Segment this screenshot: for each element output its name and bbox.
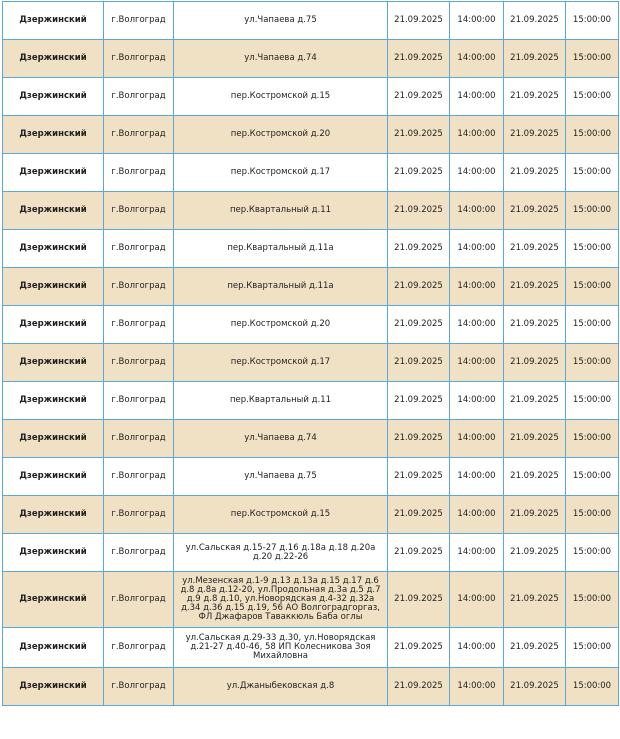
end-time-cell: 15:00:00: [566, 154, 619, 192]
end-time-cell: 15:00:00: [566, 306, 619, 344]
address-cell: ул.Мезенская д.1-9 д.13 д.13а д.15 д.17 д.6 д.8 д.8а д.12-20, ул.Продольная д.3а д.5 д.7 д.9 д.8 д.10, ул.Новорядская д.4-32 д.32а д.34 д.36 д.15 д.19, 56 АО Волгоградгоргаз, ФЛ Джафаров Таваккюль Баба оглы: [174, 572, 388, 628]
start-time-cell: 14:00:00: [450, 192, 504, 230]
start-time-cell: 14:00:00: [450, 572, 504, 628]
end-date-cell: 21.09.2025: [504, 496, 566, 534]
table-row: [3, 192, 619, 230]
table-row: [3, 420, 619, 458]
end-time-cell: 15:00:00: [566, 116, 619, 154]
district-cell: Дзержинский: [3, 192, 104, 230]
end-time-cell: 15:00:00: [566, 496, 619, 534]
end-time-cell: 15:00:00: [566, 268, 619, 306]
end-date-cell: 21.09.2025: [504, 306, 566, 344]
table-row: [3, 40, 619, 78]
end-time-cell: 15:00:00: [566, 192, 619, 230]
start-date-cell: 21.09.2025: [388, 230, 450, 268]
city-cell: г.Волгоград: [104, 192, 174, 230]
table-row: [3, 496, 619, 534]
start-time-cell: 14:00:00: [450, 78, 504, 116]
start-date-cell: 21.09.2025: [388, 628, 450, 668]
city-cell: г.Волгоград: [104, 116, 174, 154]
city-cell: г.Волгоград: [104, 40, 174, 78]
district-cell: Дзержинский: [3, 154, 104, 192]
start-date-cell: 21.09.2025: [388, 496, 450, 534]
end-date-cell: 21.09.2025: [504, 628, 566, 668]
start-date-cell: 21.09.2025: [388, 2, 450, 40]
end-time-cell: 15:00:00: [566, 2, 619, 40]
district-cell: Дзержинский: [3, 382, 104, 420]
end-time-cell: 15:00:00: [566, 382, 619, 420]
start-time-cell: 14:00:00: [450, 458, 504, 496]
outage-schedule-body: [3, 2, 619, 706]
table-row: [3, 78, 619, 116]
end-date-cell: 21.09.2025: [504, 40, 566, 78]
start-time-cell: 14:00:00: [450, 116, 504, 154]
city-cell: г.Волгоград: [104, 382, 174, 420]
city-cell: г.Волгоград: [104, 668, 174, 706]
address-cell: ул.Чапаева д.74: [174, 40, 388, 78]
city-cell: г.Волгоград: [104, 2, 174, 40]
table-row: [3, 154, 619, 192]
end-date-cell: 21.09.2025: [504, 154, 566, 192]
district-cell: Дзержинский: [3, 40, 104, 78]
start-time-cell: 14:00:00: [450, 420, 504, 458]
district-cell: Дзержинский: [3, 458, 104, 496]
address-cell: пер.Костромской д.20: [174, 306, 388, 344]
start-date-cell: 21.09.2025: [388, 572, 450, 628]
address-cell: ул.Чапаева д.74: [174, 420, 388, 458]
end-date-cell: 21.09.2025: [504, 192, 566, 230]
address-cell: пер.Костромской д.17: [174, 154, 388, 192]
end-date-cell: 21.09.2025: [504, 78, 566, 116]
table-row: [3, 572, 619, 628]
start-date-cell: 21.09.2025: [388, 306, 450, 344]
start-time-cell: 14:00:00: [450, 230, 504, 268]
end-date-cell: 21.09.2025: [504, 268, 566, 306]
end-time-cell: 15:00:00: [566, 40, 619, 78]
address-cell: пер.Квартальный д.11: [174, 192, 388, 230]
city-cell: г.Волгоград: [104, 420, 174, 458]
start-time-cell: 14:00:00: [450, 344, 504, 382]
start-date-cell: 21.09.2025: [388, 116, 450, 154]
district-cell: Дзержинский: [3, 496, 104, 534]
table-row: [3, 230, 619, 268]
city-cell: г.Волгоград: [104, 154, 174, 192]
end-date-cell: 21.09.2025: [504, 230, 566, 268]
end-date-cell: 21.09.2025: [504, 2, 566, 40]
city-cell: г.Волгоград: [104, 230, 174, 268]
city-cell: г.Волгоград: [104, 306, 174, 344]
start-time-cell: 14:00:00: [450, 2, 504, 40]
district-cell: Дзержинский: [3, 2, 104, 40]
district-cell: Дзержинский: [3, 668, 104, 706]
start-time-cell: 14:00:00: [450, 668, 504, 706]
end-time-cell: 15:00:00: [566, 78, 619, 116]
start-time-cell: 14:00:00: [450, 154, 504, 192]
district-cell: Дзержинский: [3, 534, 104, 572]
district-cell: Дзержинский: [3, 306, 104, 344]
district-cell: Дзержинский: [3, 420, 104, 458]
district-cell: Дзержинский: [3, 268, 104, 306]
end-date-cell: 21.09.2025: [504, 668, 566, 706]
start-date-cell: 21.09.2025: [388, 420, 450, 458]
district-cell: Дзержинский: [3, 344, 104, 382]
table-row: [3, 382, 619, 420]
end-time-cell: 15:00:00: [566, 534, 619, 572]
city-cell: г.Волгоград: [104, 458, 174, 496]
address-cell: ул.Джаныбековская д.8: [174, 668, 388, 706]
start-date-cell: 21.09.2025: [388, 268, 450, 306]
district-cell: Дзержинский: [3, 572, 104, 628]
table-row: [3, 628, 619, 668]
address-cell: пер.Костромской д.15: [174, 78, 388, 116]
start-time-cell: 14:00:00: [450, 496, 504, 534]
city-cell: г.Волгоград: [104, 628, 174, 668]
city-cell: г.Волгоград: [104, 572, 174, 628]
start-time-cell: 14:00:00: [450, 40, 504, 78]
table-row: [3, 268, 619, 306]
district-cell: Дзержинский: [3, 78, 104, 116]
end-date-cell: 21.09.2025: [504, 458, 566, 496]
address-cell: пер.Костромской д.17: [174, 344, 388, 382]
start-time-cell: 14:00:00: [450, 268, 504, 306]
start-date-cell: 21.09.2025: [388, 382, 450, 420]
outage-schedule-table: [2, 1, 619, 706]
table-row: [3, 2, 619, 40]
end-date-cell: 21.09.2025: [504, 420, 566, 458]
district-cell: Дзержинский: [3, 628, 104, 668]
address-cell: пер.Костромской д.20: [174, 116, 388, 154]
end-time-cell: 15:00:00: [566, 458, 619, 496]
address-cell: ул.Сальская д.29-33 д.30, ул.Новорядская д.21-27 д.40-46, 58 ИП Колесникова Зоя Михайловна: [174, 628, 388, 668]
city-cell: г.Волгоград: [104, 78, 174, 116]
address-cell: ул.Чапаева д.75: [174, 458, 388, 496]
start-date-cell: 21.09.2025: [388, 40, 450, 78]
start-date-cell: 21.09.2025: [388, 668, 450, 706]
start-date-cell: 21.09.2025: [388, 154, 450, 192]
address-cell: пер.Квартальный д.11а: [174, 268, 388, 306]
address-cell: ул.Сальская д.15-27 д.16 д.18а д.18 д.20а д.20 д.22-26: [174, 534, 388, 572]
address-cell: пер.Квартальный д.11а: [174, 230, 388, 268]
start-date-cell: 21.09.2025: [388, 78, 450, 116]
start-time-cell: 14:00:00: [450, 628, 504, 668]
table-row: [3, 668, 619, 706]
table-row: [3, 116, 619, 154]
start-time-cell: 14:00:00: [450, 534, 504, 572]
start-time-cell: 14:00:00: [450, 306, 504, 344]
end-date-cell: 21.09.2025: [504, 382, 566, 420]
city-cell: г.Волгоград: [104, 496, 174, 534]
city-cell: г.Волгоград: [104, 268, 174, 306]
start-date-cell: 21.09.2025: [388, 534, 450, 572]
end-time-cell: 15:00:00: [566, 668, 619, 706]
end-time-cell: 15:00:00: [566, 572, 619, 628]
start-date-cell: 21.09.2025: [388, 344, 450, 382]
district-cell: Дзержинский: [3, 230, 104, 268]
end-time-cell: 15:00:00: [566, 230, 619, 268]
end-date-cell: 21.09.2025: [504, 344, 566, 382]
table-row: [3, 534, 619, 572]
start-time-cell: 14:00:00: [450, 382, 504, 420]
end-date-cell: 21.09.2025: [504, 116, 566, 154]
table-row: [3, 344, 619, 382]
start-date-cell: 21.09.2025: [388, 458, 450, 496]
address-cell: пер.Квартальный д.11: [174, 382, 388, 420]
district-cell: Дзержинский: [3, 116, 104, 154]
start-date-cell: 21.09.2025: [388, 192, 450, 230]
end-time-cell: 15:00:00: [566, 628, 619, 668]
end-date-cell: 21.09.2025: [504, 572, 566, 628]
end-date-cell: 21.09.2025: [504, 534, 566, 572]
address-cell: ул.Чапаева д.75: [174, 2, 388, 40]
end-time-cell: 15:00:00: [566, 420, 619, 458]
city-cell: г.Волгоград: [104, 534, 174, 572]
address-cell: пер.Костромской д.15: [174, 496, 388, 534]
city-cell: г.Волгоград: [104, 344, 174, 382]
table-row: [3, 458, 619, 496]
end-time-cell: 15:00:00: [566, 344, 619, 382]
table-row: [3, 306, 619, 344]
